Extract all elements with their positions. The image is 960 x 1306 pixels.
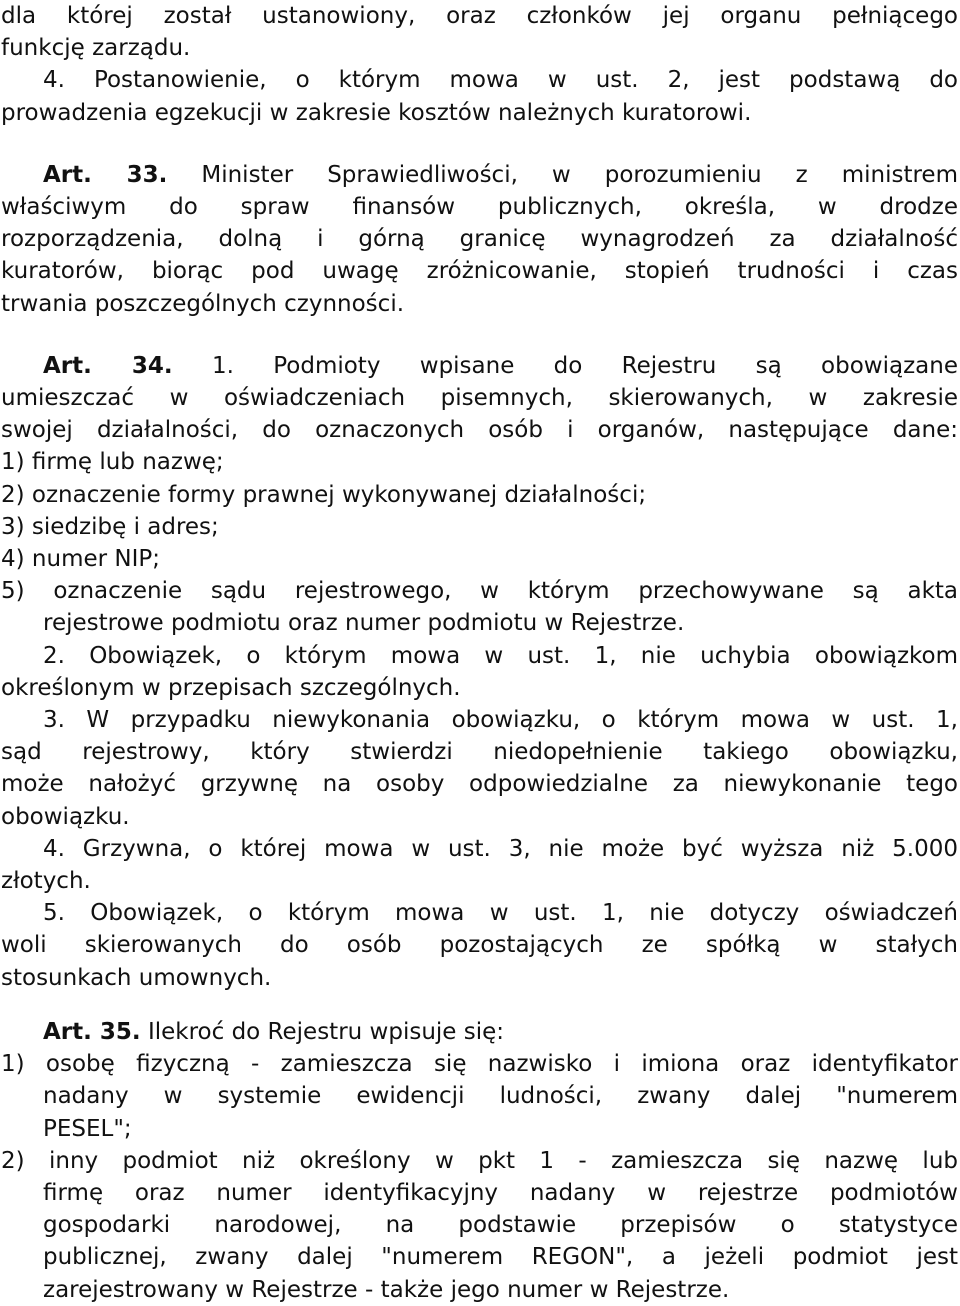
text-line: złotych.	[1, 868, 91, 895]
text-fragment: Ilekroć do Rejestru wpisuje się:	[140, 1018, 505, 1045]
text-line: prowadzenia egzekucji w zakresie kosztów należnych kuratorowi.	[1, 99, 752, 126]
article-35-first-line	[1, 1016, 958, 1048]
list-item: 2) oznaczenie formy prawnej wykonywanej działalności;	[1, 481, 647, 508]
text-fragment: 1. Podmioty wpisane do Rejestru są obowiązane	[172, 352, 958, 379]
text-line: 5. Obowiązek, o którym mowa w ust. 1, nie dotyczy oświadczeń	[43, 900, 958, 927]
list-item: 1) firmę lub nazwę;	[1, 449, 224, 476]
text-line: rejestrowe podmiotu oraz numer podmiotu w Rejestrze.	[43, 610, 685, 637]
text-line: rozporządzenia, dolną i górną granicę wynagrodzeń za działalność	[1, 226, 958, 253]
text-line: firmę oraz numer identyfikacyjny nadany w rejestrze podmiotów	[43, 1179, 958, 1206]
article-34-heading: Art. 34.	[43, 352, 173, 379]
text-line: zarejestrowany w Rejestrze - także jego numer w Rejestrze.	[43, 1276, 730, 1303]
article-34-first-line	[1, 350, 958, 382]
text-line: 3. W przypadku niewykonania obowiązku, o którym mowa w ust. 1,	[43, 707, 958, 734]
text-line: woli skierowanych do osób pozostających ze spółką w stałych	[1, 932, 958, 959]
text-line: PESEL";	[43, 1115, 132, 1142]
text-line: gospodarki narodowej, na podstawie przepisów o statystyce	[43, 1212, 958, 1239]
text-line: może nałożyć grzywnę na osoby odpowiedzialne za niewykonanie tego	[1, 771, 958, 798]
text-line: sąd rejestrowy, który stwierdzi niedopełnienie takiego obowiązku,	[1, 739, 958, 766]
text-line: dla której został ustanowiony, oraz członków jej organu pełniącego	[1, 3, 958, 29]
text-line: właściwym do spraw finansów publicznych, określa, w drodze	[1, 194, 958, 221]
list-item: 1) osobę fizyczną - zamieszcza się nazwisko i imiona oraz identyfikator	[1, 1051, 958, 1078]
article-33-first-line	[1, 159, 958, 191]
text-line: nadany w systemie ewidencji ludności, zwany dalej "numerem	[43, 1083, 958, 1110]
text-line: funkcję zarządu.	[1, 35, 191, 62]
list-item: 4) numer NIP;	[1, 546, 161, 573]
text-line: 2. Obowiązek, o którym mowa w ust. 1, nie uchybia obowiązkom	[43, 642, 958, 669]
text-line: kuratorów, biorąc pod uwagę zróżnicowanie, stopień trudności i czas	[1, 258, 958, 285]
text-line: 4. Postanowienie, o którym mowa w ust. 2, jest podstawą do	[43, 67, 958, 94]
article-33-heading: Art. 33.	[43, 161, 168, 188]
list-item: 2) inny podmiot niż określony w pkt 1 - zamieszcza się nazwę lub	[1, 1147, 958, 1174]
text-line: określonym w przepisach szczególnych.	[1, 674, 461, 701]
article-35-heading: Art. 35.	[43, 1018, 141, 1045]
list-item: 5) oznaczenie sądu rejestrowego, w którym przechowywane są akta	[1, 578, 958, 605]
list-item: 3) siedzibę i adres;	[1, 513, 219, 540]
text-line: swojej działalności, do oznaczonych osób i organów, następujące dane:	[1, 417, 958, 444]
text-line: stosunkach umownych.	[1, 964, 272, 991]
text-line: publicznej, zwany dalej "numerem REGON", a jeżeli podmiot jest	[43, 1244, 958, 1271]
text-line: obowiązku.	[1, 803, 130, 830]
text-line: 4. Grzywna, o której mowa w ust. 3, nie może być wyższa niż 5.000	[43, 835, 958, 862]
text-fragment: Minister Sprawiedliwości, w porozumieniu z ministrem	[167, 161, 958, 188]
text-line: trwania poszczególnych czynności.	[1, 290, 405, 317]
text-line: umieszczać w oświadczeniach pisemnych, skierowanych, w zakresie	[1, 385, 958, 412]
